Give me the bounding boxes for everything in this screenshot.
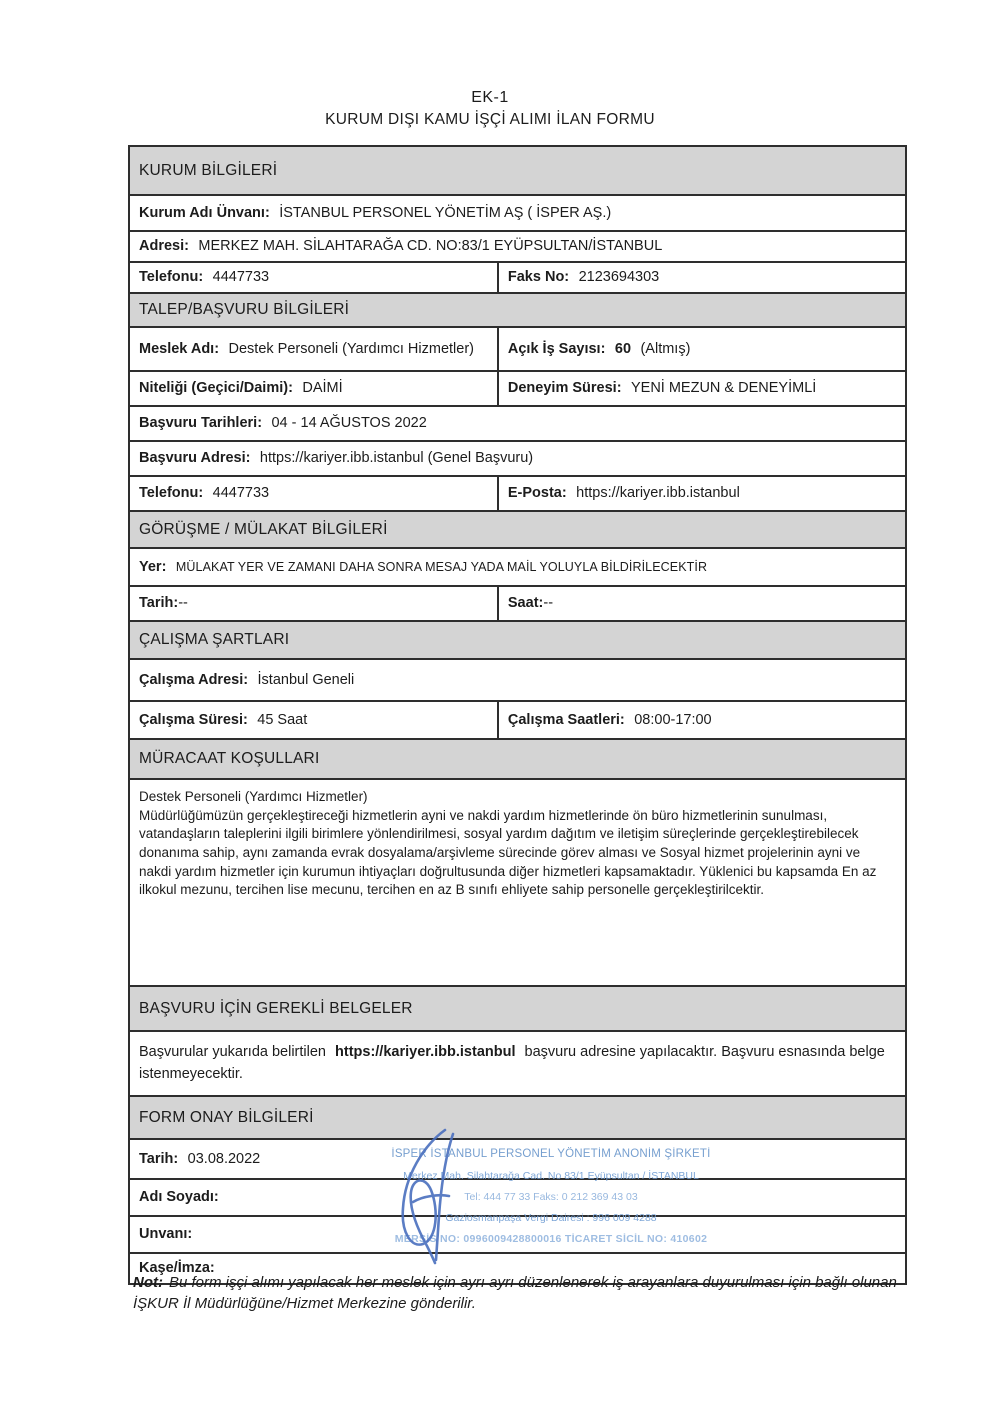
field-value: 03.08.2022 <box>187 1150 261 1167</box>
job-title-line: Destek Personeli (Yardımcı Hizmetler) <box>139 789 368 804</box>
field-value: -- <box>543 595 554 612</box>
stamp-vergi-dairesi: Gaziosmanpaşa Vergi Dairesi : 996 009 4288 <box>445 1212 657 1224</box>
cell-muracaat-paragraph <box>130 780 905 904</box>
field-value: İstanbul Geneli <box>257 671 355 688</box>
row-calisma-adresi <box>130 658 905 700</box>
field-label: Deneyim Süresi: <box>507 380 622 397</box>
field-label: Kurum Adı Ünvanı: <box>139 204 270 221</box>
section-header-calisma-sartlari: ÇALIŞMA ŞARTLARI <box>130 620 905 658</box>
field-label: Yer: <box>139 558 167 575</box>
field-value: DAİMİ <box>302 380 343 397</box>
cell-acik-is-sayisi <box>499 328 905 370</box>
field-label: Niteliği (Geçici/Daimi): <box>139 380 293 397</box>
field-value: İSTANBUL PERSONEL YÖNETİM AŞ ( İSPER AŞ.) <box>279 204 612 221</box>
cell-telefonu-2 <box>130 477 499 510</box>
cell-tarih <box>130 587 499 620</box>
field-label: Çalışma Saatleri: <box>507 711 625 728</box>
cell-calisma-suresi <box>130 702 499 738</box>
field-value: 08:00-17:00 <box>634 711 712 728</box>
row-belgeler-content <box>130 1030 905 1095</box>
field-label: Telefonu: <box>139 269 204 286</box>
cell-deneyim-suresi <box>499 372 905 405</box>
cell-niteligi <box>130 372 499 405</box>
field-value-words: (Altmış) <box>640 340 691 357</box>
field-value: -- <box>178 595 188 612</box>
row-meslek-acikis <box>130 326 905 370</box>
stamp-address: Merkez Mah. Silahtarağa Cad. No 83/1 Eyüpsultan / İSTANBUL <box>403 1170 699 1182</box>
field-label: Başvuru Adresi: <box>139 450 251 467</box>
row-yer <box>130 547 905 585</box>
row-adi-soyadi <box>130 1178 905 1215</box>
row-tarih-saat <box>130 585 905 620</box>
field-value-count: 60 <box>614 340 632 357</box>
field-value: 4447733 <box>212 269 270 286</box>
field-label: Tarih: <box>139 595 179 612</box>
cell-basvuru-adresi <box>130 442 905 475</box>
cell-saat <box>499 587 905 620</box>
field-value: https://kariyer.ibb.istanbul <box>576 485 740 502</box>
field-label: Saat: <box>507 595 544 612</box>
field-value: 2123694303 <box>578 269 660 286</box>
cell-onay-tarih <box>130 1140 905 1178</box>
ek-label: EK-1 <box>471 89 509 106</box>
field-label: Adı Soyadı: <box>139 1189 219 1206</box>
field-label: Açık İş Sayısı: <box>507 340 606 357</box>
note-label: Not: <box>133 1274 163 1291</box>
row-basvuru-adresi <box>130 440 905 475</box>
stamp-mersis-sicil: MERSİS NO: 0996009428800016 TİCARET SİCİL NO: 410602 <box>394 1233 708 1245</box>
field-label: Tarih: <box>139 1150 179 1167</box>
field-label: Faks No: <box>507 269 570 286</box>
cell-adi-soyadi <box>130 1180 905 1215</box>
row-niteligi-deneyim <box>130 370 905 405</box>
field-label: Unvanı: <box>139 1226 193 1243</box>
row-muracaat-kosullari-content <box>130 778 905 985</box>
cell-unvani <box>130 1217 905 1252</box>
row-basvuru-tarihleri <box>130 405 905 440</box>
row-telefonu-eposta <box>130 475 905 510</box>
cell-adresi <box>130 232 905 261</box>
note-text: Bu form işçi alımı yapılacak her meslek için ayrı ayrı düzenlenerek iş arayanlara duyurulması için bağlı olunan İŞKUR İl Müdürlüğüne/Hizmet Merkezine gönderilir. <box>133 1274 897 1313</box>
row-calisma-suresi-saatleri <box>130 700 905 738</box>
form-table <box>128 145 907 1285</box>
application-url: https://kariyer.ibb.istanbul <box>335 1044 516 1061</box>
field-label: Çalışma Adresi: <box>139 671 249 688</box>
field-label: Meslek Adı: <box>139 340 220 357</box>
field-label: Adresi: <box>139 238 189 255</box>
field-value: YENİ MEZUN & DENEYİMLİ <box>630 380 817 397</box>
field-label: Telefonu: <box>139 485 204 502</box>
field-label: E-Posta: <box>507 485 567 502</box>
row-unvani <box>130 1215 905 1252</box>
cell-belgeler-paragraph <box>130 1032 905 1095</box>
field-value: Destek Personeli (Yardımcı Hizmetler) <box>228 340 474 357</box>
requirements-paragraph: Müdürlüğümüzün gerçekleştireceği hizmetlerin ayni ve nakdi yardım hizmetlerinde ön büro hizmetlerinin sunulması, vatandaşların taleplerini ilgili birimlere yönlendirilmesi, sosyal yardım dağıtım ve iletişim süreçlerinde gerçekleştirebilecek donanıma sahip, aynı zamanda evrak dosyalama/arşivleme sürecinde görev alması ve Sosyal hizmet projelerinin ayni ve nakdi yardım hizmetler için kurumun ihtiyaçları doğrultusunda diğer hizmetleri kapsamaktadır. Yüklenici bu kapsamda En az ilkokul mezunu, tercihen lise mecunu, tercihen en az B sınıfı ehliyete sahip personelle gerçekleştirilcektir. <box>139 807 877 898</box>
cell-calisma-adresi <box>130 660 905 700</box>
cell-basvuru-tarihleri <box>130 407 905 440</box>
stamp-tel-faks: Tel: 444 77 33 Faks: 0 212 369 43 03 <box>464 1191 638 1203</box>
cell-calisma-saatleri <box>499 702 905 738</box>
cell-telefonu <box>130 263 499 292</box>
stamp-company-name: İSPER İSTANBUL PERSONEL YÖNETİM ANONİM ŞİRKETİ <box>391 1148 711 1160</box>
cell-eposta <box>499 477 905 510</box>
row-kurum-adi <box>130 194 905 230</box>
field-label: Kaşe/İmza: <box>139 1260 215 1276</box>
field-label: Başvuru Tarihleri: <box>139 415 263 432</box>
section-header-gerekli-belgeler: BAŞVURU İÇİN GEREKLİ BELGELER <box>130 985 905 1030</box>
cell-meslek-adi <box>130 328 499 370</box>
row-adresi <box>130 230 905 261</box>
belgeler-text-before: Başvurular yukarıda belirtilen <box>139 1044 326 1061</box>
form-title: KURUM DIŞI KAMU İŞÇİ ALIMI İLAN FORMU <box>325 111 655 129</box>
field-value: 04 - 14 AĞUSTOS 2022 <box>271 415 427 432</box>
row-onay-tarih <box>130 1138 905 1178</box>
row-telefonu-faks <box>130 261 905 292</box>
field-label: Çalışma Süresi: <box>139 711 248 728</box>
field-value: https://kariyer.ibb.istanbul (Genel Başvuru) <box>259 450 534 467</box>
field-value: MERKEZ MAH. SİLAHTARAĞA CD. NO:83/1 EYÜPSULTAN/İSTANBUL <box>198 238 663 255</box>
cell-faks-no <box>499 263 905 292</box>
field-value: 4447733 <box>212 485 270 502</box>
field-value: 45 Saat <box>257 711 308 728</box>
section-header-gorusme-mulakat: GÖRÜŞME / MÜLAKAT BİLGİLERİ <box>130 510 905 547</box>
cell-kurum-adi <box>130 196 905 230</box>
section-header-talep-basvuru: TALEP/BAŞVURU BİLGİLERİ <box>130 292 905 326</box>
field-value: MÜLAKAT YER VE ZAMANI DAHA SONRA MESAJ YADA MAİL YOLUYLA BİLDİRİLECEKTİR <box>175 559 708 574</box>
belgeler-text-after: başvuru adresine yapılacaktır. Başvuru esnasında belge istenmeyecektir. <box>139 1044 885 1082</box>
document-header <box>0 86 980 132</box>
section-header-muracaat-kosullari: MÜRACAAT KOŞULLARI <box>130 738 905 778</box>
section-header-kurum-bilgileri: KURUM BİLGİLERİ <box>130 147 905 194</box>
section-header-form-onay: FORM ONAY BİLGİLERİ <box>130 1095 905 1138</box>
footer-note <box>133 1272 911 1315</box>
cell-yer <box>130 549 905 585</box>
